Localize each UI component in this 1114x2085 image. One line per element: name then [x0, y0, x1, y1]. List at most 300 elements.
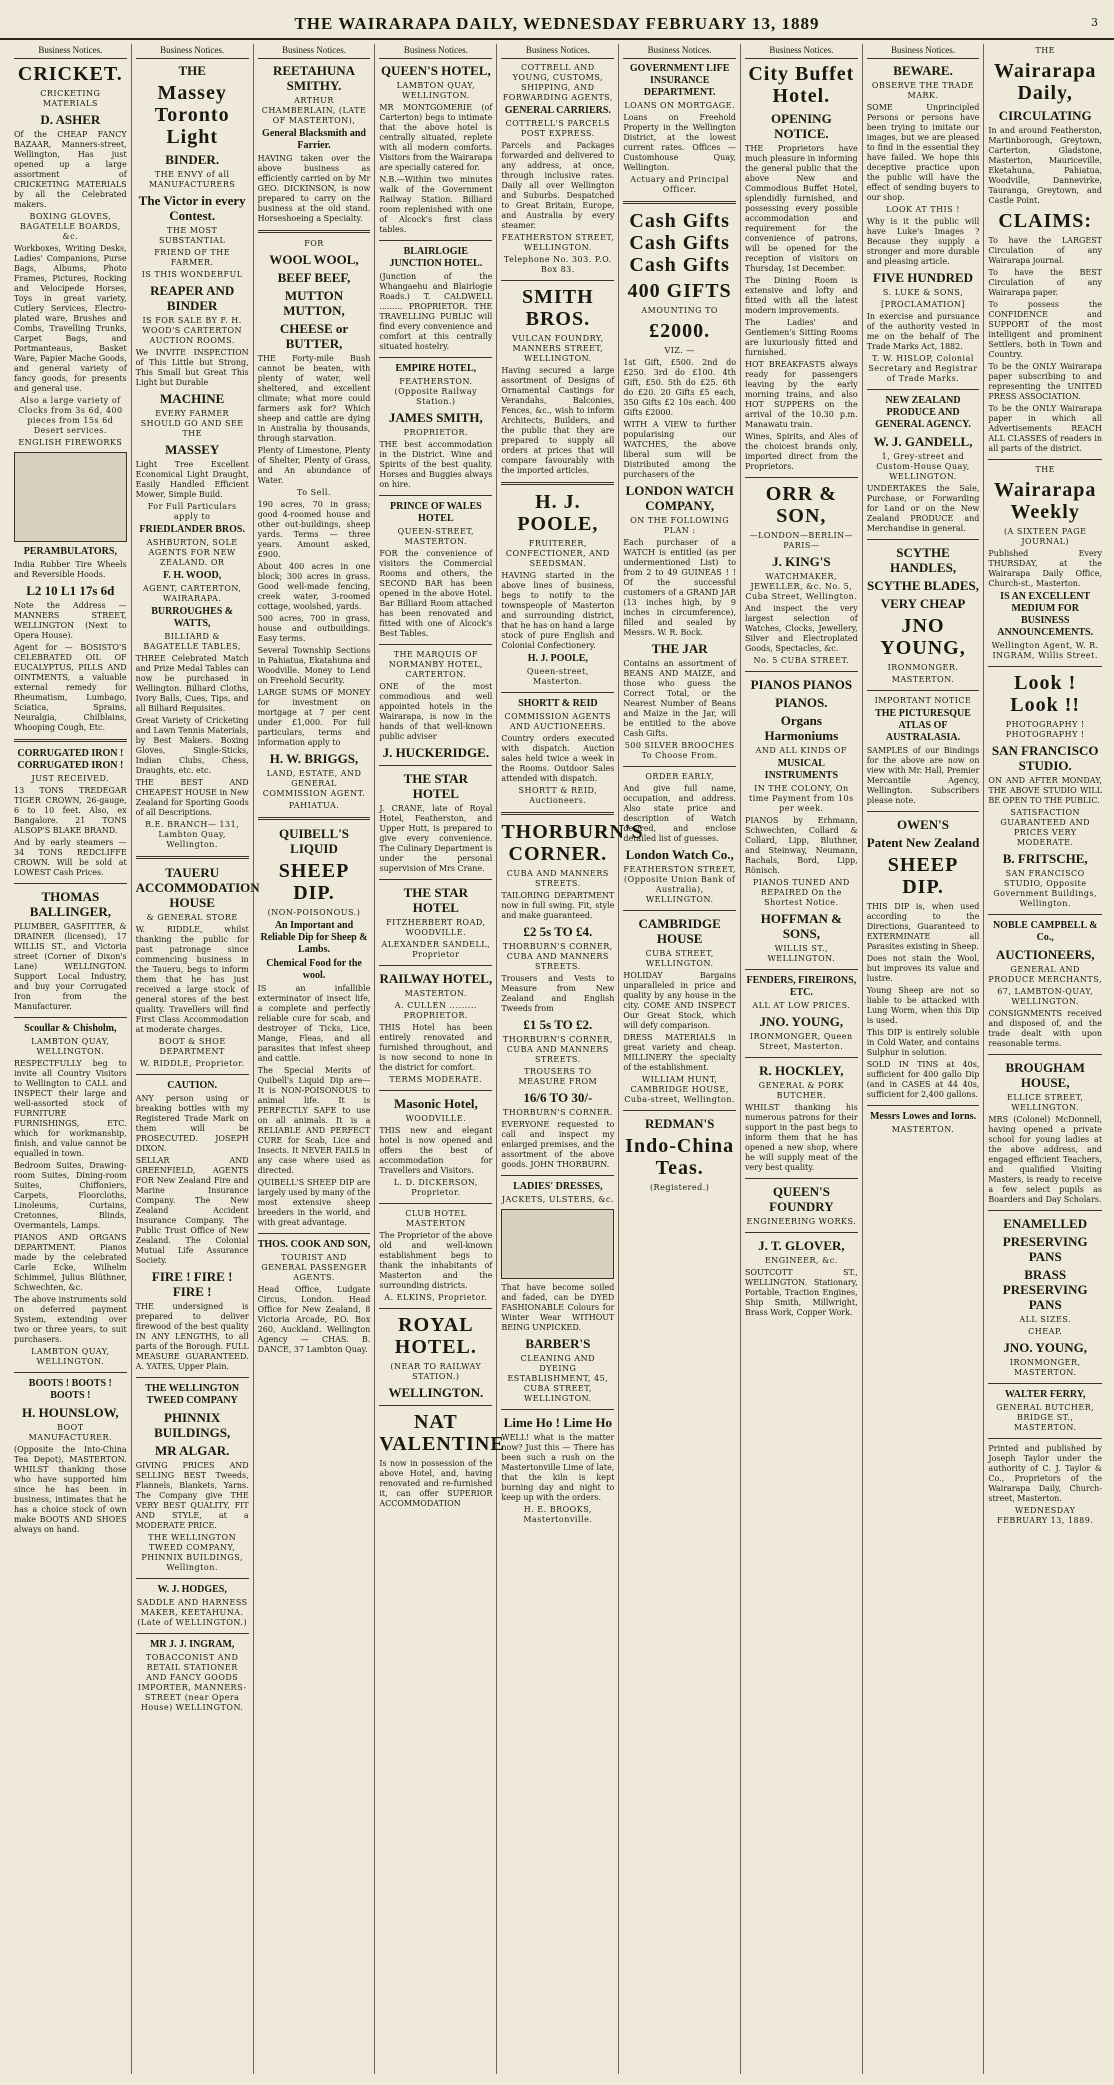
ad-heading: ORR & SON, — [765, 483, 837, 527]
ad-body-text: Country orders executed with dispatch. Auction sales held twice a week in the Rooms. Outdoor Sales attended with dispatch. — [501, 734, 615, 783]
ad-heading: £2000. — [649, 320, 711, 342]
ad-heading: QUEEN'S HOTEL, — [380, 63, 491, 78]
ad-heading: Queen-street, Masterton. — [526, 667, 589, 686]
ad-body-text: SOLD IN TINS at 40s, sufficient for 400 gallo Dip (and in CASES at 44 40s, sufficient for 2,400 gallons. — [866, 1060, 980, 1099]
ad-heading: NOBLE CAMPBELL & Co., — [992, 920, 1098, 943]
ad-heading: NEW ZEALAND PRODUCE AND GENERAL AGENCY. — [875, 395, 971, 430]
ad-heading: L2 10 L1 17s 6d — [26, 583, 115, 598]
ad-heading: ALL SIZES. — [1019, 1315, 1072, 1324]
divider — [379, 495, 492, 496]
ad-heading: ALEXANDER SANDELL, Proprietor — [381, 940, 491, 959]
ad-heading: GENERAL CARRIERS. — [504, 105, 611, 116]
divider — [988, 459, 1102, 460]
ad-heading: CUBA STREET, WELLINGTON. — [645, 949, 714, 968]
ad-heading: ELLICE STREET, WELLINGTON. — [1007, 1093, 1084, 1112]
ad-body-text: Several Township Sections in Pahiatua, Ekatahuna and Woodville. Money to Lend on Freehold Security. — [257, 646, 371, 685]
ad-body-text: TAILORING DEPARTMENT now in full swing. Fit, style and make guaranteed. — [501, 891, 615, 920]
ad-heading: THORBURN'S CORNER, CUBA AND MANNERS STREETS. — [502, 942, 613, 971]
divider — [623, 201, 736, 204]
ad-heading: Patent New Zealand — [866, 835, 980, 850]
ad-heading: MR ALGAR. — [154, 1443, 230, 1458]
divider — [501, 692, 614, 693]
column-heading: Business Notices. — [623, 44, 736, 59]
ad-body-text: MR MONTGOMERIE (of Carterton) begs to intimate that the above hotel is centrally situated, replete with all modern comforts. Visitors from the Wairarapa are specially catered for. — [379, 103, 493, 172]
divider — [745, 1057, 858, 1058]
ad-heading: BOOT & SHOE DEPARTMENT — [158, 1037, 226, 1056]
divider — [14, 883, 127, 884]
ad-heading: [PROCLAMATION] — [881, 300, 966, 309]
ad-body-text: 1st Gift, £500. 2nd do £250. 3rd do £100. 4th Gift, £50. 5th do £25. 6th do £20. 20 Gifts £5 each, 350 Gifts £2 10s each. 400 Gifts £2000. — [623, 358, 737, 417]
ad-heading: CLUB HOTEL MASTERTON — [405, 1209, 467, 1228]
ad-heading: ARTHUR CHAMBERLAIN, (LATE OF MASTERTON), — [261, 96, 367, 125]
ad-heading: (A SIXTEEN PAGE JOURNAL) — [1003, 527, 1087, 546]
ad-heading: FRIEDLANDER BROS. — [139, 524, 245, 535]
ad-body-text: Agent for — BOSISTO'S CELEBRATED OIL OF EUCALYPTUS, PILLS AND OINTMENTS, a valuable external remedy for Rheumatism, Lumbago, Sciatica, Sprains, Neuralgia, Chilblains, Whooping Cough, Etc. — [14, 643, 127, 732]
ad-heading: OWEN'S — [897, 817, 950, 832]
ad-heading: MR J. J. INGRAM, — [149, 1639, 235, 1650]
divider — [988, 1210, 1102, 1211]
ad-heading: BOOT MANUFACTURER. — [28, 1423, 113, 1442]
ad-heading: SHORTT & REID, Auctioneers. — [518, 786, 598, 805]
ad-heading: IN THE COLONY, On time Payment from 10s per week. — [749, 784, 854, 813]
ad-heading: PRESERVING PANS — [1002, 1234, 1088, 1264]
ad-body-text: Head Office, Ludgate Circus, London. Head Office for New Zealand, 8 Victoria Arcade, P.O. Box 260, Auckland. Wellington Agency — CHAS. B. DANCE, 37 Lambton Quay. — [257, 1285, 371, 1354]
ad-body-text: Does not stain the Wool, but improves its value and lustre. — [866, 954, 980, 983]
divider — [136, 1377, 249, 1378]
ad-body-text: THE undersigned is prepared to deliver firewood of the best quality IN ANY LENGTHS, to all parts of the Borough. FULL MEASURE GUARANTEED. A. YATES, Upper Plain. — [135, 1302, 249, 1371]
divider — [745, 477, 858, 478]
ad-body-text: Workboxes, Writing Desks, Ladies' Companions, Purse Bags, Albums, Photo Frames, Pictures, Rocking and Velocipede Horses, Toys in great variety, Cutlery Services, Electro-plated ware, Brushes and Combs, Travelling Trunks, Carpet Bags, and Portmanteaus, Basket Ware, Papier Mache Goods, and general variety of fancy goods, for presents and general use. — [14, 244, 127, 393]
ad-heading: CUBA AND MANNERS STREETS. — [506, 869, 609, 888]
ad-heading: LAMBTON QUAY, WELLINGTON. — [31, 1347, 110, 1366]
ad-heading: W. RIDDLE, Proprietor. — [139, 1059, 245, 1068]
divider — [867, 1105, 980, 1106]
ad-body-text: Plenty of Limestone, Plenty of Shelter, Plenty of Grass, and An abundance of Water. — [257, 446, 371, 485]
column-6 — [619, 44, 741, 2074]
ad-body-text: 500 acres, 700 in grass, house and outbuildings. Easy terms. — [257, 614, 371, 643]
ad-body-text: India Rubber Tire Wheels and Reversible Hoods. — [14, 560, 127, 579]
ad-heading: SCYTHE BLADES, — [867, 578, 980, 593]
engraving-illustration — [14, 452, 127, 542]
column-heading: Business Notices. — [14, 44, 127, 59]
ad-heading: Cash Gifts Cash Gifts Cash Gifts — [629, 210, 730, 276]
ad-heading: FRUITERER, CONFECTIONER, AND SEEDSMAN. — [505, 539, 610, 568]
divider — [379, 1090, 492, 1091]
ad-heading: TOBACCONIST AND RETAIL STATIONER AND FANCY GOODS IMPORTER, MANNERS-STREET (near Opera House) WELLINGTON. — [137, 1653, 247, 1712]
column-heading: Business Notices. — [501, 44, 614, 59]
ad-body-text: HAVING started in the above lines of business, begs to notify to the townspeople of Masterton and surrounding district, that he has on hand a large stock of pure English and Colonial Confectionery. — [501, 571, 615, 650]
ad-heading: JNO. YOUNG, — [1003, 1340, 1088, 1355]
ad-heading: REAPER AND BINDER — [150, 283, 235, 313]
ad-heading: JACKETS, ULSTERS, &c. — [501, 1195, 614, 1204]
ad-heading: IRONMONGER. — [887, 663, 959, 672]
ad-heading: JUST RECEIVED. — [31, 774, 110, 783]
divider — [379, 879, 492, 880]
ad-heading: Masonic Hotel, — [393, 1096, 478, 1111]
ad-heading: VULCAN FOUNDRY, MANNERS STREET, WELLINGTON. — [512, 334, 604, 363]
ad-heading: GOVERNMENT LIFE INSURANCE DEPARTMENT. — [629, 63, 730, 98]
ad-heading: Wellington Agent, W. R. INGRAM, Willis Street. — [991, 641, 1099, 660]
ad-heading: WALTER FERRY, — [1004, 1389, 1086, 1400]
ad-heading: BEEF BEEF, — [277, 270, 351, 285]
ad-heading: H. J. POOLE, — [517, 491, 599, 535]
divider — [14, 739, 127, 742]
ad-body-text: HOT BREAKFASTS always ready for passengers leaving by the early morning trains, and also HOT SUPPERS on the arrival of the 10.30 p.m. Manawatu train. — [745, 360, 858, 429]
ad-body-text: PIANOS AND ORGANS DEPARTMENT. Pianos made by the celebrated Carle Ecke, Wilhelm Schimmel, Julius Blüthner, Schwechten, &c. — [14, 1233, 127, 1292]
ad-heading: Scoullar & Chisholm, — [24, 1023, 117, 1034]
divider — [136, 1074, 249, 1075]
ad-heading: RAILWAY HOTEL, — [379, 971, 493, 986]
ad-heading: MUTTON MUTTON, — [283, 288, 345, 318]
ad-heading: LADIES' DRESSES, — [513, 1181, 603, 1192]
ad-heading: BURROUGHES & WATTS, — [151, 606, 234, 629]
ad-heading: THE WELLINGTON TWEED COMPANY, PHINNIX BUILDINGS, Wellington. — [141, 1533, 244, 1572]
ad-body-text: ON AND AFTER MONDAY, THE ABOVE STUDIO WILL BE OPEN TO THE PUBLIC. — [988, 776, 1103, 805]
ad-heading: SAN FRANCISCO STUDIO. — [991, 743, 1099, 773]
ad-heading: An Important and Reliable Dip for Sheep & Lambs. — [260, 920, 368, 955]
divider — [379, 1308, 492, 1309]
ad-heading: REETAHUNA SMITHY. — [272, 63, 356, 93]
ad-body-text: EVERYONE requested to call and inspect my enlarged premises, and the assortment of the above goods. JOHN THORBURN. — [501, 1120, 615, 1169]
ad-body-text: THE best accommodation in the District. Wine and Spirits of the best quality. Horses and Buggies always on hire. — [379, 440, 493, 489]
ad-heading: TOURIST AND GENERAL PASSENGER AGENTS. — [261, 1253, 367, 1282]
ad-body-text: To have the BEST Circulation of any Wairarapa paper. — [988, 268, 1103, 297]
ad-heading: Chemical Food for the wool. — [266, 958, 362, 981]
ad-body-text: Young Sheep are not so liable to be attacked with Lung Worm, when this Dip is used. — [866, 986, 980, 1025]
ad-heading: THORBURN'S CORNER, CUBA AND MANNERS STREETS. — [502, 1035, 613, 1064]
ad-heading: Look ! Look !! — [1010, 672, 1081, 716]
ad-heading: SCYTHE HANDLES, — [889, 545, 957, 575]
ad-heading: Actuary and Principal Officer. — [630, 175, 730, 194]
divider — [988, 1438, 1102, 1439]
ad-heading: PHOTOGRAPHY ! PHOTOGRAPHY ! — [1005, 720, 1085, 739]
ad-heading: QUEEN'S FOUNDRY — [769, 1184, 834, 1214]
ad-heading: No. 5 CUBA STREET. — [753, 656, 850, 665]
ad-heading: LAMBTON QUAY, WELLINGTON. — [31, 1037, 110, 1056]
ad-heading: CORRUGATED IRON ! CORRUGATED IRON ! — [17, 748, 124, 771]
ad-heading: BILLIARD & BAGATELLE TABLES, — [143, 632, 241, 651]
ad-body-text: Each purchaser of a WATCH is entitled (as per undermentioned List) to from 2 to 49 GUINEAS ! ! Of the successful customers of a GRAND JAR (13 inches high, by 9 inches in circumference), filled and sealed by Messrs. W. R. Bock. — [623, 538, 737, 637]
ad-heading: THE STAR HOTEL — [403, 885, 469, 915]
ad-heading: MUSICAL INSTRUMENTS — [764, 758, 839, 781]
ad-body-text: THIS DIP is, when used according to the Directions, Guaranteed to EXTERMINATE all Parasites existing in Sheep. — [866, 902, 980, 951]
ad-body-text: To be the ONLY Wairarapa paper subscribing to and representing the UNITED PRESS ASSOCIATION. — [988, 362, 1103, 401]
ad-heading: OPENING NOTICE. — [771, 111, 832, 141]
column-5 — [497, 44, 644, 2074]
ad-heading: General Blacksmith and Farrier. — [262, 128, 366, 151]
ad-heading: PIANOS. — [775, 695, 828, 710]
ad-heading: R. HOCKLEY, — [759, 1063, 844, 1078]
masthead-title: THE WAIRARAPA DAILY, WEDNESDAY FEBRUARY 13, 1889 — [294, 14, 820, 33]
ad-heading: FIRE ! FIRE ! FIRE ! — [151, 1269, 233, 1299]
ad-body-text: The Proprietor of the above old and well-known establishment begs to thank the inhabitants of Masterton and the surrounding districts. — [379, 1231, 493, 1290]
ad-body-text: Bedroom Suites, Drawing-room Suites, Dining-room Suites, Chiffoniers, Carpets, Floorcloths, Linoleums, Curtains, Cretonnes, Blinds, Overmantels, Lamps. — [14, 1161, 127, 1230]
ad-heading: The Victor in every Contest. — [138, 193, 246, 223]
ad-heading: To Sell. — [297, 488, 331, 497]
ad-heading: FEATHERSTON STREET, (Opposite Union Bank of Australia), WELLINGTON. — [623, 865, 736, 904]
ad-heading: BRASS PRESERVING PANS — [1002, 1267, 1088, 1312]
ad-heading: TAUERU ACCOMMODATION HOUSE — [135, 865, 260, 910]
ad-body-text: SOUTCOTT ST., WELLINGTON. Stationary, Portable, Traction Engines, Ship Smith, Millwright, Brass Work, Copper Work. — [745, 1268, 858, 1317]
ad-heading: IRONMONGER, MASTERTON. — [1009, 1358, 1081, 1377]
divider — [988, 1383, 1102, 1384]
ad-heading: MASTERTON. — [891, 675, 955, 684]
ad-body-text: Contains an assortment of BEANS AND MAIZE, and those who guess the Correct Total, or the Nearest Number of Beans and Maize in the Jar, will be entitled to the above Cash Gifts. — [623, 659, 737, 738]
divider — [745, 671, 858, 672]
divider — [136, 1633, 249, 1634]
ad-heading: J. T. GLOVER, — [758, 1238, 845, 1253]
ad-heading: H. W. BRIGGS, — [269, 751, 359, 766]
ad-heading: & GENERAL STORE — [146, 913, 238, 922]
ad-body-text: The above instruments sold on deferred payment System, extending over two or three years, to suit purchasers. — [14, 1295, 127, 1344]
ad-heading: IMPORTANT NOTICE — [874, 696, 972, 705]
ad-heading: PIANOS TUNED AND REPAIRED On the Shortest Notice. — [752, 878, 850, 907]
ad-heading: BINDER. — [165, 152, 220, 167]
ad-heading: CIRCULATING — [998, 108, 1092, 123]
ad-heading: A. ELKINS, Proprietor. — [384, 1293, 488, 1302]
ad-body-text: HAVING taken over the above business as efficiently carried on by Mr GEO. DICKINSON, is now prepared to carry on the business at the old stand. Horseshoeing a Specialty. — [257, 154, 371, 223]
ad-body-text: The Ladies' and Gentlemen's Sitting Rooms are luxuriously fitted and furnished. — [745, 318, 858, 357]
ad-heading: Wairarapa Weekly — [994, 479, 1097, 523]
ad-body-text: Published Every THURSDAY, at the Wairarapa Daily Office, Church-st., Masterton. — [988, 549, 1103, 588]
ad-heading: JNO YOUNG, — [880, 615, 966, 659]
ad-body-text: HOLIDAY Bargains unparalleled in price and quality by any house in the city. COME AND INSPECT Our Great Stock, which will defy comparison. — [623, 971, 737, 1030]
divider — [14, 1372, 127, 1373]
divider — [988, 666, 1102, 667]
columns — [10, 44, 1106, 2074]
divider — [988, 914, 1102, 915]
divider — [745, 1232, 858, 1233]
ad-body-text: Wines, Spirits, and Ales of the choicest brands only, imported direct from the Proprietors. — [745, 432, 858, 471]
page-number: 3 — [1091, 16, 1098, 29]
ad-heading: VERY CHEAP — [880, 596, 966, 611]
ad-heading: Messrs Lowes and Iorns. — [869, 1111, 977, 1122]
ad-heading: Massey Toronto Light — [154, 82, 230, 148]
ad-heading: BOXING GLOVES, BAGATELLE BOARDS, &c. — [20, 212, 121, 241]
ad-body-text: PIANOS by Erhmann, Schwechten, Collard & Collard, Lipp, Bluthner, and Steinway, Neumann, Rachals, Bord, Lipp, Rönisch. — [745, 816, 858, 875]
ad-heading: QUIBELL'S LIQUID — [278, 826, 350, 856]
ad-heading: SHEEP DIP. — [887, 854, 959, 898]
ad-heading: Organs Harmoniums — [764, 713, 839, 743]
ad-heading: ENGINEERING WORKS. — [746, 1217, 857, 1226]
ad-heading: QUEEN-STREET, MASTERTON. — [397, 527, 475, 546]
ad-body-text: W. RIDDLE, whilst thanking the public for past patronage since commencing business in the Taueru, begs to inform them that he has just received a large stock of general stores of the best quality. Travellers will find First Class Accommodation at moderate charges. — [135, 925, 249, 1034]
ad-heading: FOR — [304, 239, 324, 248]
ad-body-text: IS an infallible exterminator of insect life, a complete and perfectly reliable cure for scab, and destroyer of Ticks, Lice, Mange, Fleas, and all parasites that infest sheep and cattle. — [257, 984, 371, 1063]
ad-heading: SATISFACTION GUARANTEED AND PRICES VERY MODERATE. — [1000, 808, 1091, 847]
ad-body-text: WELL! what is the matter now? Just this — There has been such a rush on the Mastertonville Lime of late, that the kiln is kept burning day and night to keep up with the orders. — [501, 1433, 615, 1502]
ad-heading: LOOK AT THIS ! — [886, 205, 960, 214]
ad-heading: CRICKET. — [17, 63, 123, 85]
ad-heading: Indo-China Teas. — [625, 1135, 735, 1179]
column-heading: Business Notices. — [258, 44, 371, 59]
ad-heading: 67, LAMBTON-QUAY, WELLINGTON. — [997, 987, 1094, 1006]
ad-body-text: The Dining Room is extensive and lofty and fitted with all the latest modern improvements. — [745, 276, 858, 315]
ad-heading: SHORTT & REID — [518, 698, 598, 709]
ad-heading: CLEANING AND DYEING ESTABLISHMENT, 45, CUBA STREET, WELLINGTON. — [507, 1354, 609, 1403]
ad-heading: J. KING'S — [772, 554, 831, 569]
ad-heading: (Registered.) — [649, 1183, 710, 1192]
ad-body-text: Note the Address — MANNERS STREET, WELLINGTON (Next to Opera House). — [14, 601, 127, 640]
divider — [867, 811, 980, 812]
ad-body-text: Loans on Freehold Property in the Wellington District, at the lowest current rates. Offices — Customhouse Quay, Wellington. — [623, 113, 737, 172]
ad-body-text: THE BEST AND CHEAPEST HOUSE in New Zealand for Sporting Goods of all Descriptions. — [135, 778, 249, 817]
column-heading: Business Notices. — [867, 44, 980, 59]
ad-heading: BLAIRLOGIE JUNCTION HOTEL. — [389, 246, 483, 269]
column-heading: Business Notices. — [136, 44, 249, 59]
column-9 — [984, 44, 1106, 2074]
ad-heading: B. FRITSCHE, — [1002, 851, 1088, 866]
ad-heading: LOANS ON MORTGAGE. — [624, 101, 736, 110]
ad-heading: GENERAL AND PRODUCE MERCHANTS, — [988, 965, 1103, 984]
ad-heading: AND ALL KINDS OF — [755, 746, 848, 755]
ad-heading: D. ASHER — [40, 112, 101, 127]
divider — [379, 644, 492, 645]
ad-heading: J. HUCKERIDGE. — [382, 745, 490, 760]
ad-heading: THORBURN'S CORNER. — [501, 821, 644, 865]
ad-body-text: Great Variety of Cricketing and Lawn Tennis Materials, by Best Makers. Boxing Gloves, Single-Sticks, Indian Clubs, Chess, Draughts, etc. etc. — [135, 716, 249, 775]
ad-body-text: SELLAR AND GREENFIELD, AGENTS FOR New Zealand Fire and Marine Insurance Company. The New Zealand Accident Insurance Company. The Public Trust Office of New Zealand. The Colonial Mutual Life Assurance Society. — [135, 1156, 249, 1265]
ad-heading: VIZ. — — [664, 346, 695, 355]
ad-heading: BARBER'S — [525, 1336, 591, 1351]
ad-heading: LONDON WATCH COMPANY, — [625, 483, 734, 513]
ad-heading: WOOL WOOL, — [269, 252, 359, 267]
ad-heading: £2 5s TO £4. — [523, 924, 593, 939]
ad-heading: SHEEP DIP. — [278, 860, 350, 904]
ad-body-text: In and around Featherston, Martinborough, Greytown, Carterton, Gladstone, Masterton, Mauriceville, Eketahuna, Pahiatua, Woodville, Dannevirke, Tauranga, Greytown, and Castle Point. — [988, 126, 1103, 205]
ad-heading: CHEESE or BUTTER, — [279, 321, 349, 351]
ad-heading: (NEAR TO RAILWAY STATION.) — [390, 1362, 482, 1381]
ad-heading: JNO. YOUNG, — [759, 1014, 844, 1029]
ad-heading: A. CULLEN ......... PROPRIETOR. — [394, 1001, 477, 1020]
ad-heading: Telephone No. 303. P.O. Box 83. — [503, 255, 612, 274]
ad-heading: IS THIS WONDERFUL — [141, 270, 243, 279]
column-heading: Business Notices. — [379, 44, 492, 59]
ad-heading: H. HOUNSLOW, — [21, 1405, 119, 1420]
divider — [379, 965, 492, 966]
ad-heading: 500 SILVER BROOCHES To Choose From. — [624, 741, 735, 760]
ad-body-text: In exercise and pursuance of the authority vested in me on the behalf of The Trade Marks Act, 1882. — [866, 312, 980, 351]
ad-heading: IRONMONGER, Queen Street, Masterton. — [750, 1032, 853, 1051]
ad-heading: Lime Ho ! Lime Ho — [503, 1415, 612, 1430]
ad-heading: THE — [1035, 465, 1056, 474]
engraving-illustration — [501, 1209, 614, 1279]
ad-body-text: 13 TONS TREDEGAR TIGER CROWN, 26-gauge, 6 to 10 feet. Also, ex Bangalore. 21 TONS ALSOP'S BLAKE BRAND. — [14, 786, 127, 835]
ad-heading: W. J. GANDELL, — [873, 434, 973, 449]
ad-body-text: SOME Unprincipled Persons or persons have been trying to imitate our images, but we are pleased to find in the essential they have failed. We hope this deceptive practice upon the public will have the effect of sending buyers to our shop. — [866, 103, 980, 202]
ad-heading: IS FOR SALE BY F. H. WOOD'S CARTERTON AUCTION ROOMS. — [142, 316, 243, 345]
ad-heading: HOFFMAN & SONS, — [760, 911, 842, 941]
ad-heading: PHINNIX BUILDINGS, — [154, 1410, 231, 1440]
ad-body-text: CONSIGNMENTS received and disposed of, and the trade dealt with upon reasonable terms. — [988, 1009, 1103, 1048]
ad-body-text: ANY person using or breaking bottles with my Registered Trade Mark on them will be PROSECUTED. JOSEPH DIXON. — [135, 1094, 249, 1153]
ad-body-text: FOR the convenience of visitors the Commercial Rooms and others, the SECOND BAR has been opened in the above Hotel. Bar Billiard Room attached has been renovated and fitted with one of Alcock's Best Tables. — [379, 549, 493, 638]
ad-heading: BOOTS ! BOOTS ! BOOTS ! — [28, 1378, 112, 1401]
ad-body-text: Parcels and Packages forwarded and delivered to any address, at once, through inclusive rates. Daily all over Wellington and Suburbs. Despatched to Great Britain, Europe, and Australia by every steamer. — [501, 141, 615, 230]
ad-heading: ENGLISH FIREWORKS — [18, 438, 123, 447]
divider — [745, 1178, 858, 1179]
ad-heading: MASTERTON. — [891, 1125, 955, 1134]
ad-heading: SAN FRANCISCO STUDIO, Opposite Government Buildings, Wellington. — [993, 869, 1098, 908]
ad-heading: THE STAR HOTEL — [403, 771, 469, 801]
ad-body-text: THREE Celebrated Match and Prize Medal Tables can now be purchased in Wellington. Billiard Cloths, Ivory Balls, Cues, Tips, and all Billiard Requisites. — [135, 654, 249, 713]
ad-heading: LAMBTON QUAY, WELLINGTON. — [396, 81, 476, 100]
ad-heading: R.E. BRANCH— 131, Lambton Quay, Wellington. — [145, 820, 240, 849]
ad-heading: PAHIATUA. — [288, 801, 340, 810]
ad-body-text: To have the LARGEST Circulation of any Wairarapa journal. — [988, 236, 1103, 265]
divider — [623, 1110, 736, 1111]
ad-body-text: Light Tree Excellent Economical Light Draught, Easily Handled Efficient Mower, Simple Build. — [135, 460, 249, 499]
ad-heading: 400 GIFTS — [627, 280, 732, 302]
ad-heading: THE JAR — [651, 641, 708, 656]
ad-heading: THOS. COOK AND SON, — [257, 1239, 371, 1250]
ad-body-text: WHILST thanking his numerous patrons for their support in the past begs to inform them that he has opened a new shop, where he will supply meat of the very best quality. — [745, 1103, 858, 1172]
ad-heading: CAUTION. — [167, 1080, 218, 1091]
divider — [501, 812, 614, 815]
ad-heading: REDMAN'S — [645, 1116, 715, 1131]
ad-heading: THE — [1035, 46, 1056, 55]
ad-heading: THE — [178, 63, 206, 78]
ad-body-text: To possess the CONFIDENCE and SUPPORT of the most intelligent and prominent Settlers, both in Town and Country. — [988, 300, 1103, 359]
ad-heading: COTTRELL AND YOUNG, CUSTOMS, SHIPPING, AND FORWARDING AGENTS, — [502, 63, 613, 102]
divider — [988, 1054, 1102, 1055]
divider — [867, 539, 980, 540]
ad-heading: F. H. WOOD, — [163, 570, 222, 581]
ad-heading: GENERAL BUTCHER, BRIDGE ST., MASTERTON. — [996, 1403, 1095, 1432]
divider — [258, 817, 371, 820]
ad-body-text: GIVING PRICES AND SELLING BEST Tweeds, Flannels, Blankets, Yarns. The Company give THE VERY BEST QUALITY, FIT AND STYLE, at a MODERATE PRICE. — [135, 1461, 249, 1530]
divider — [867, 690, 980, 691]
ad-body-text: ONE of the most commodious and well appointed hotels in the Wairarapa, is now in the hands of that well-known public adviser — [379, 682, 493, 741]
ad-heading: (NON-POISONOUS.) — [267, 908, 361, 917]
ad-heading: £1 5s TO £2. — [523, 1017, 593, 1032]
ad-heading: CLAIMS: — [998, 210, 1093, 232]
ad-heading: THOMAS BALLINGER, — [29, 889, 111, 919]
ad-heading: PRINCE OF WALES HOTEL — [390, 501, 482, 524]
ad-body-text: UNDERTAKES the Sale, Purchase, or Forwarding for Land or on the New Zealand PRODUCE and Merchandise in general. — [866, 484, 980, 533]
ad-heading: CRICKETING MATERIALS — [40, 89, 101, 108]
ad-body-text: MRS (Colonel) McDonnell, having opened a private school for young ladies at the above address, and engaged efficient Teachers, and qualified Visiting Masters, is ready to receive a few select pupils as Boarders and Day Scholars. — [988, 1115, 1103, 1204]
ad-heading: THE MOST SUBSTANTIAL — [159, 226, 226, 245]
ad-heading: —LONDON—BERLIN—PARIS— — [749, 531, 854, 550]
ad-body-text: The Special Merits of Quibell's Liquid Dip are— It is NON-POISONOUS to animal life. It is PERFECTLY SAFE to use on all animals. It is a RELIABLE AND PERFECT CURE for Scab, Lice and Insects. It NEVER FAILS in any case where used as directed. — [257, 1066, 371, 1175]
ad-body-text: And inspect the very largest selection of Watches, Clocks, Jewellery, Silver and Electroplated Goods, Spectacles, &c. — [745, 604, 858, 653]
divider — [623, 910, 736, 911]
ad-body-text: (Opposite the Into-China Tea Depot), MASTERTON. WHILST thanking those who have supported him since he has been in business, intimates that he has a choice stock of own make BOOTS AND SHOES always on hand. — [14, 1445, 127, 1534]
ad-body-text: And by early steamers — 34 TONS REDCLIFFE CROWN. Will be sold at LOWEST Cash Prices. — [14, 838, 127, 877]
ad-heading: City Buffet Hotel. — [748, 63, 855, 107]
ad-body-text: DRESS MATERIALS in great variety and cheap. MILLINERY the specialty of the establishment. — [623, 1033, 737, 1072]
ad-body-text: (Junction of the Whangaehu and Blairlogie Roads.) T. CALDWELL ......... PROPRIETOR. THE TRAVELLING PUBLIC will find every convenience and comfort at this centrally situated hostelry. — [379, 272, 493, 351]
ad-heading: BEWARE. — [893, 63, 953, 78]
ad-heading: ASHBURTON, SOLE AGENTS FOR NEW ZEALAND. OR — [146, 538, 238, 567]
ad-heading: ORDER EARLY, — [645, 772, 714, 781]
masthead — [0, 0, 1114, 40]
ad-heading: CHEAP. — [1028, 1327, 1063, 1336]
ad-heading: JAMES SMITH, — [388, 410, 483, 425]
ad-heading: 1, Grey-street and Custom-House Quay, WELLINGTON. — [876, 452, 970, 481]
divider — [379, 1405, 492, 1406]
divider — [745, 969, 858, 970]
ad-body-text: THIS new and elegant hotel is now opened and offers the best of accommodation for Travellers and Visitors. — [379, 1126, 493, 1175]
column-1 — [10, 44, 132, 2074]
divider — [14, 1017, 127, 1018]
ad-body-text: Having secured a large assortment of Designs of Ornamental Castings for Verandahs, Balconies, Fences, &c., wish to inform Architects, Builders, and the public that they are prepared to supply all orders at prices that will compare favourably with the imported articles. — [501, 366, 615, 475]
column-7 — [741, 44, 863, 2074]
ad-heading: COTTRELL'S PARCELS POST EXPRESS. — [505, 119, 611, 138]
ad-heading: THE PICTURESQUE ATLAS OF AUSTRALASIA. — [875, 708, 971, 743]
ad-heading: ALL AT LOW PRICES. — [752, 1001, 851, 1010]
